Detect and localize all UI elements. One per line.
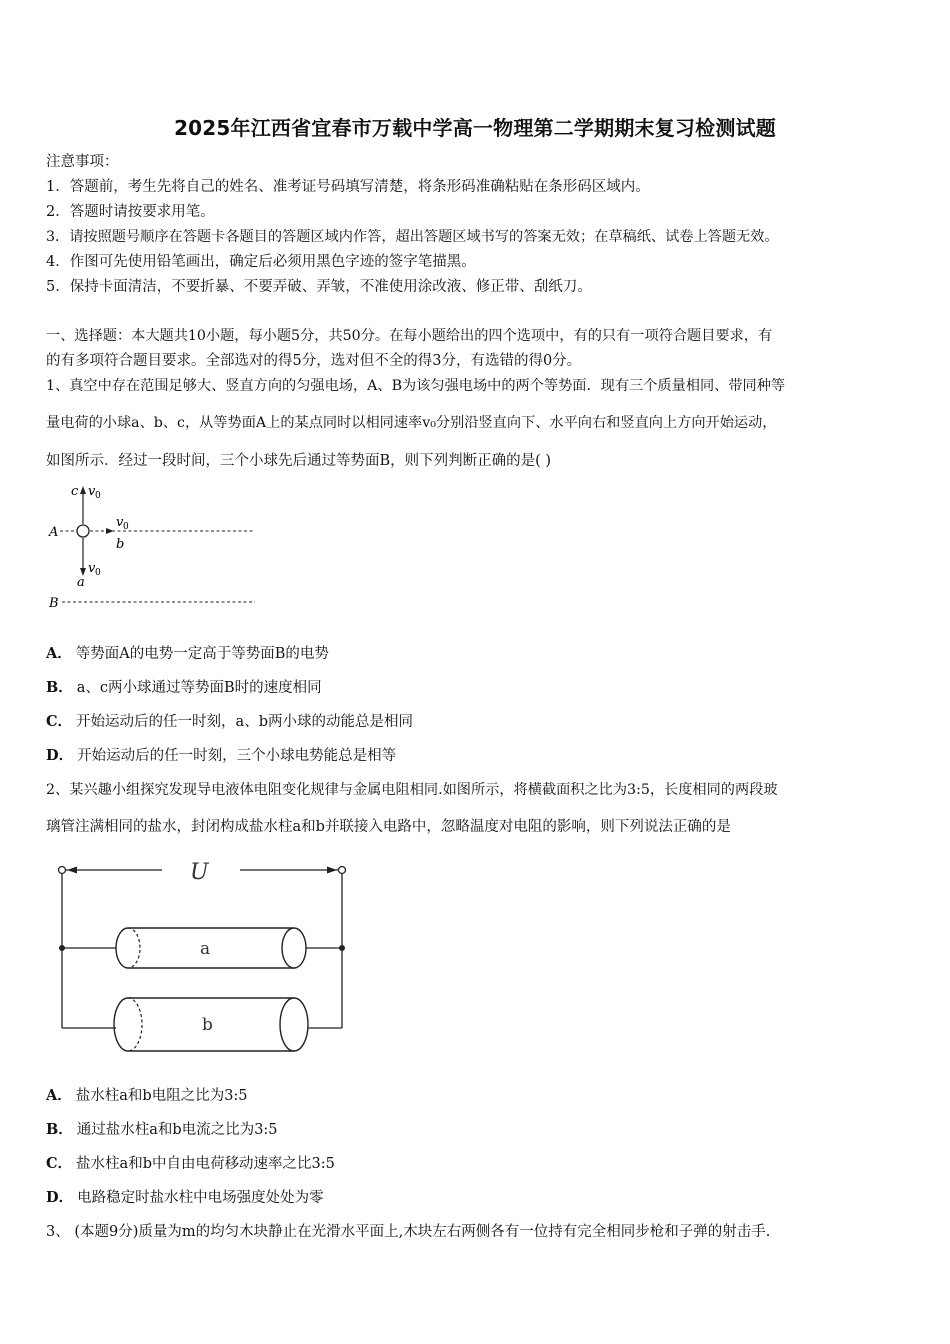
question-1-text: 1、真空中存在范围足够大、竖直方向的匀强电场，A、B为该匀强电场中的两个等势面．现有三个质量相同、带同种等	[46, 378, 786, 394]
label-b: b	[116, 537, 125, 552]
q1-option-b: B． a、c两小球通过等势面B时的速度相同	[46, 679, 322, 696]
label-tube-b: b	[202, 1015, 213, 1035]
notice-item: 2．答题时请按要求用笔。	[46, 204, 215, 220]
section-intro: 一、选择题：本大题共10小题，每小题5分，共50分。在每小题给出的四个选项中，有的只有一项符合题目要求，有	[46, 328, 773, 344]
question-1-text: 量电荷的小球a、b、c，从等势面A上的某点同时以相同速率v₀分别沿竖直向下、水平向右和竖直向上方向开始运动，	[46, 415, 777, 431]
label-v0-up-sub: 0	[95, 491, 101, 501]
label-v0-down-sub: 0	[95, 568, 101, 578]
question-1-text: 如图所示．经过一段时间，三个小球先后通过等势面B，则下列判断正确的是( )	[46, 453, 552, 469]
label-v0-right: v	[116, 515, 124, 530]
label-B: B	[49, 596, 59, 611]
q2-option-c: C． 盐水柱a和b中自由电荷移动速率之比3:5	[46, 1155, 335, 1172]
label-v0-down: v	[88, 561, 96, 576]
label-a: a	[77, 575, 85, 590]
q1-option-a: A． 等势面A的电势一定高于等势面B的电势	[46, 645, 329, 662]
label-tube-a: a	[200, 939, 211, 959]
page-title: 2025年江西省宜春市万载中学高一物理第二学期期末复习检测试题	[174, 116, 776, 140]
q1-option-c: C． 开始运动后的任一时刻，a、b两小球的动能总是相同	[46, 713, 413, 730]
q2-option-d: D． 电路稳定时盐水柱中电场强度处处为零	[46, 1189, 324, 1206]
question-2-text: 2、某兴趣小组探究发现导电液体电阻变化规律与金属电阻相同.如图所示，将横截面积之比为3:5，长度相同的两段玻	[46, 782, 778, 798]
q1-option-d: D． 开始运动后的任一时刻，三个小球电势能总是相等	[46, 747, 397, 764]
q2-option-b: B． 通过盐水柱a和b电流之比为3:5	[46, 1121, 278, 1138]
label-A: A	[49, 525, 59, 540]
label-v0-right-sub: 0	[123, 522, 129, 532]
q1-equipotential-figure	[40, 478, 270, 618]
question-2-text: 璃管注满相同的盐水，封闭构成盐水柱a和b并联接入电路中，忽略温度对电阻的影响，则下列说法正确的是	[46, 819, 731, 835]
q2-circuit-figure	[50, 852, 360, 1067]
label-c: c	[71, 484, 79, 499]
label-v0-up: v	[88, 484, 96, 499]
notice-item: 4．作图可先使用铅笔画出，确定后必须用黑色字迹的签字笔描黑。	[46, 254, 476, 270]
label-U: U	[190, 860, 209, 885]
question-3-text: 3、 (本题9分)质量为m的均匀木块静止在光滑水平面上,木块左右两侧各有一位持有完全相同步枪和子弹的射击手.	[46, 1224, 771, 1240]
notice-item: 1．答题前，考生先将自己的姓名、准考证号码填写清楚，将条形码准确粘贴在条形码区域内。	[46, 179, 650, 195]
notice-item: 3．请按照题号顺序在答题卡各题目的答题区域内作答，超出答题区域书写的答案无效；在草稿纸、试卷上答题无效。	[46, 229, 779, 245]
notice-heading: 注意事项：	[46, 154, 119, 170]
q2-option-a: A． 盐水柱a和b电阻之比为3:5	[46, 1087, 248, 1104]
section-intro: 的有多项符合题目要求。全部选对的得5分，选对但不全的得3分，有选错的得0分。	[46, 353, 582, 369]
notice-item: 5．保持卡面清洁，不要折暴、不要弄破、弄皱，不准使用涂改液、修正带、刮纸刀。	[46, 279, 592, 295]
